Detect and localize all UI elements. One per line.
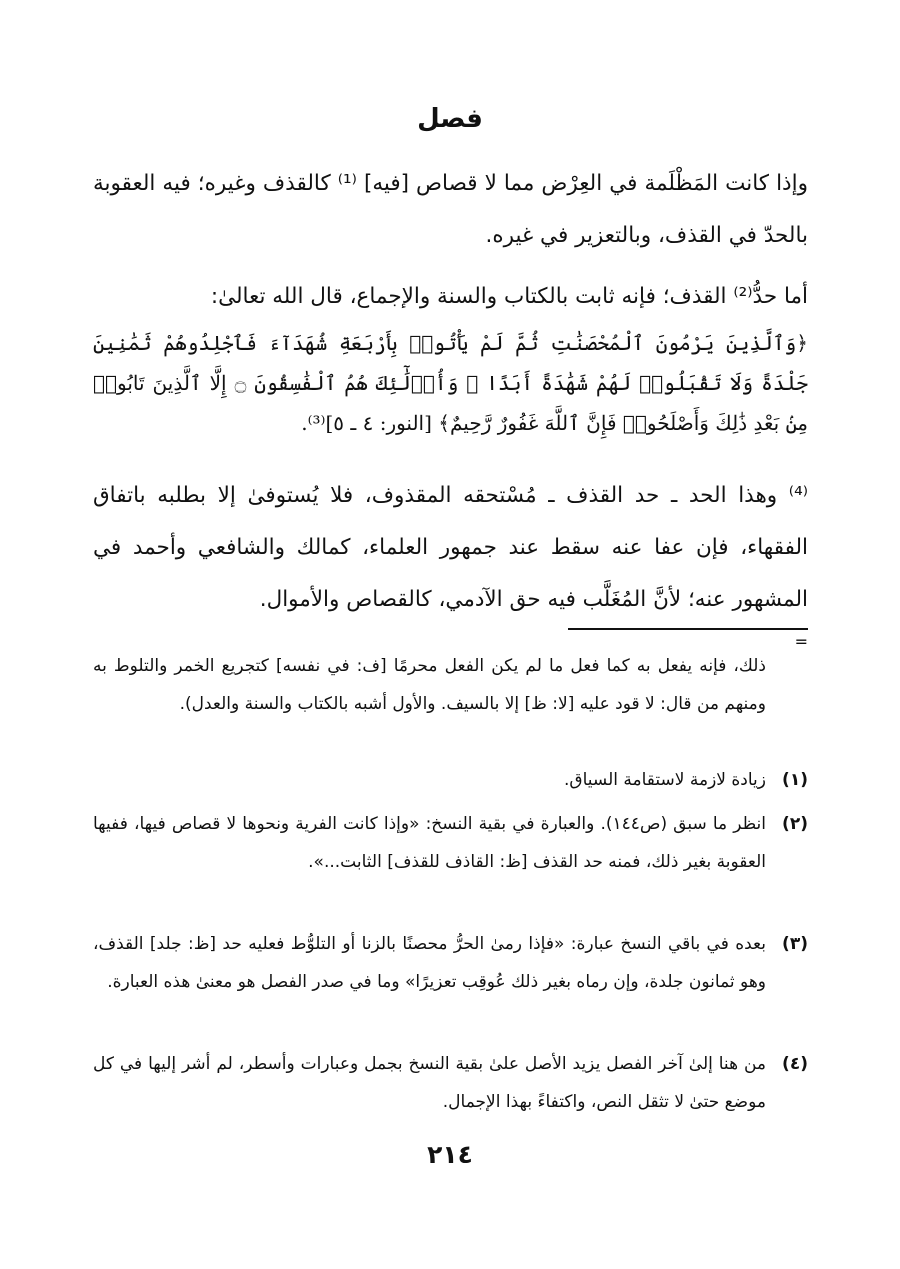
footnote-continuation	[93, 648, 808, 723]
footnote-text: من هنا إلىٰ آخر الفصل يزيد الأصل علىٰ بقية النسخ بجمل وعبارات وأسطر، لم أشر إليها في كل موضع حتىٰ لا تثقل النص، واكتفاءً بهذا الإجمال.	[93, 1054, 766, 1112]
paragraph-1: وإذا كانت المَظْلَمة في العِرْض مما لا قصاص [فيه] ⁽¹⁾ كالقذف وغيره؛ فيه العقوبة بالحدّ في القذف، وبالتعزير في غيره.	[93, 171, 808, 248]
paragraph-2-intro: أما حدُّ⁽²⁾ القذف؛ فإنه ثابت بالكتاب والسنة والإجماع، قال الله تعالىٰ:	[210, 284, 808, 309]
footnote-1	[93, 762, 808, 800]
footnote-4	[93, 1046, 808, 1121]
footnote-text: زيادة لازمة لاستقامة السياق.	[564, 770, 766, 790]
footnote-text: انظر ما سبق (ص١٤٤). والعبارة في بقية النسخ: «وإذا كانت الفرية ونحوها لا قصاص فيها، ففيها العقوبة بغير ذلك، فمنه حد القذف [ظ: القاذف للقذف] الثابت...».	[93, 814, 766, 872]
footnote-continuation-mark: =	[794, 632, 808, 651]
footnote-number: (٣)	[782, 934, 808, 954]
footnote-continuation-text: ذلك، فإنه يفعل به كما فعل ما لم يكن الفعل محرمًا [ف: في نفسه] كتجريع الخمر والتلوط به ومنهم من قال: لا قود عليه [لا: ظ] إلا بالسيف. والأول أشبه بالكتاب والسنة والعدل).	[93, 656, 766, 714]
footnote-divider	[568, 628, 808, 630]
footnote-number: (٤)	[782, 1054, 808, 1074]
footnote-2	[93, 806, 808, 881]
quran-verse	[93, 323, 808, 443]
quran-verse-text: ﴿وَٱلَّذِينَ يَرْمُونَ ٱلْمُحْصَنَٰتِ ثُمَّ لَمْ يَأْتُوا۟ بِأَرْبَعَةِ شُهَدَآءَ فَٱجْلِدُوهُمْ ثَمَٰنِينَ جَلْدَةً وَلَا تَقْبَلُوا۟ لَهُمْ شَهَٰدَةً أَبَدًا ۚ وَأُو۟لَٰٓئِكَ هُمُ ٱلْفَٰسِقُونَ ۝ إِلَّا ٱلَّذِينَ تَابُوا۟ مِنۢ بَعْدِ ذَٰلِكَ وَأَصْلَحُوا۟ فَإِنَّ ٱللَّهَ غَفُورٌ رَّحِيمٌ﴾	[93, 331, 808, 435]
footnote-text: بعده في باقي النسخ عبارة: «فإذا رمىٰ الحرُّ محصنًا بالزنا أو التلوُّط فعليه حد [ظ: جلد] القذف، وهو ثمانون جلدة، وإن رماه بغير ذلك عُوقِب تعزيرًا» وما في صدر الفصل هو معنىٰ هذه العبارة.	[93, 934, 766, 992]
page-number: ٢١٤	[427, 1140, 473, 1169]
paragraph-2	[93, 271, 808, 443]
footnote-3	[93, 926, 808, 1001]
footnote-number: (١)	[782, 770, 808, 790]
quran-reference: [النور: ٤ ـ ٥]⁽³⁾.	[301, 411, 432, 435]
section-heading: فصل	[417, 104, 483, 134]
paragraph-3: ⁽⁴⁾ وهذا الحد ـ حد القذف ـ مُسْتحقه المقذوف، فلا يُستوفىٰ إلا بطلبه باتفاق الفقهاء، فإن عفا عنه سقط عند جمهور العلماء، كمالك والشافعي وأحمد في المشهور عنه؛ لأنَّ المُغَلَّب فيه حق الآدمي، كالقصاص والأموال.	[93, 483, 808, 612]
footnote-number: (٢)	[782, 814, 808, 834]
